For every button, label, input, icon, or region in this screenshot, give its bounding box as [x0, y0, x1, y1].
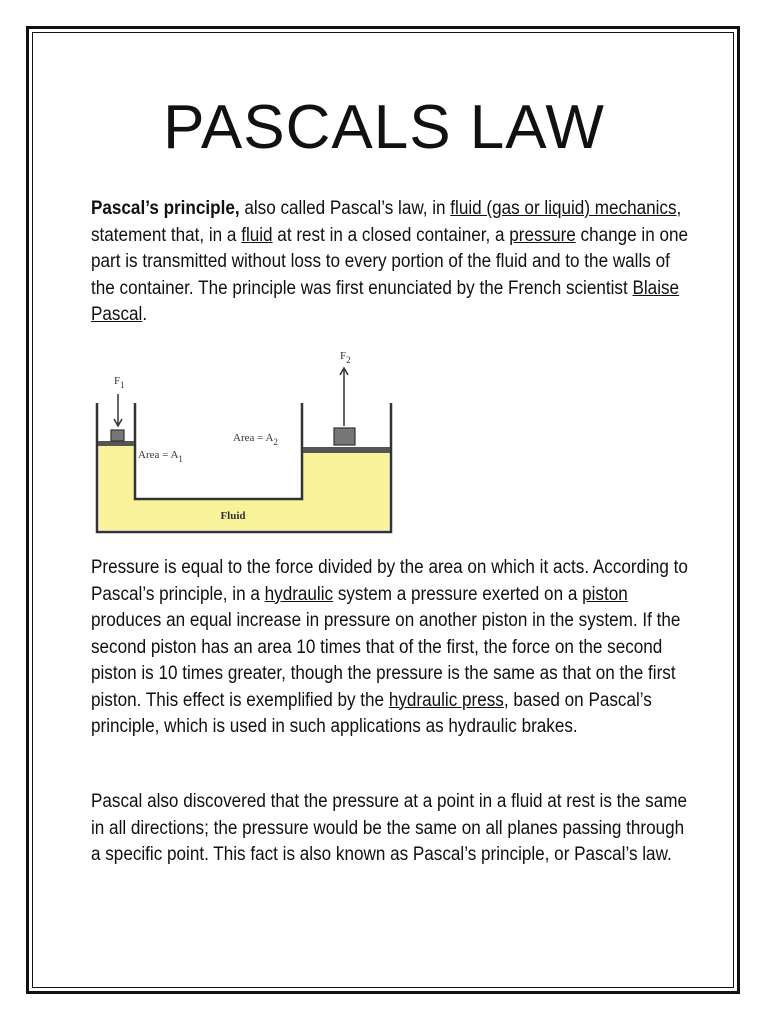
- bold-term: Pascal’s principle,: [91, 198, 240, 219]
- link-hydraulic-press[interactable]: hydraulic press: [388, 689, 504, 711]
- link-blaise-pascal[interactable]: Blaise Pascal: [91, 277, 680, 325]
- text-segment: at rest in a closed container, a: [272, 224, 510, 246]
- link-fluid[interactable]: fluid: [241, 224, 273, 246]
- label-f2: $F_2$: [340, 350, 351, 365]
- text-segment: also called Pascal’s law, in: [239, 198, 451, 219]
- text-segment: system a pressure exerted on a: [333, 583, 583, 605]
- text-segment: produces an equal increase in pressure on another piston in the system. If the second piston has an area 10 times that of the first, the force on the second piston is 10 times greater, though the pressure is the same as that on the first piston. This effect is exemplified by the: [91, 610, 681, 711]
- link-pressure[interactable]: pressure: [509, 224, 576, 246]
- small-weight: [111, 430, 124, 441]
- link-hydraulic[interactable]: hydraulic: [264, 583, 334, 605]
- text-segment: change in one part is transmitted without loss to every portion of the fluid and to the walls of the container. The principle was first enunciated by the French scientist: [91, 224, 688, 299]
- small-piston-plate: [98, 441, 134, 446]
- large-weight: [334, 428, 355, 445]
- text-segment: .: [142, 304, 148, 325]
- label-f1: $F_1$: [114, 375, 125, 390]
- page-title: PASCALS LAW: [163, 93, 605, 162]
- label-area-a2: Area = $A_2$: [233, 432, 278, 447]
- paragraph-definition: [91, 196, 690, 329]
- large-piston-plate: [303, 447, 390, 453]
- text-segment: , based on Pascal’s principle, which is used in such applications as hydraulic brakes.: [91, 689, 652, 737]
- paragraph-hydraulic: [91, 555, 690, 741]
- hydraulic-diagram: [88, 342, 398, 538]
- label-area-a1: Area = $A_1$: [138, 449, 183, 464]
- text-segment: Pressure is equal to the force divided by the area on which it acts. According to Pascal’s principle, in a: [91, 557, 688, 605]
- link-piston[interactable]: piston: [582, 583, 628, 605]
- link-fluid-mechanics[interactable]: fluid (gas or liquid) mechanics: [450, 198, 677, 219]
- label-fluid: Fluid: [220, 510, 246, 522]
- paragraph-directions: Pascal also discovered that the pressure at a point in a fluid at rest is the same in all directions; the pressure would be the same on all planes passing through a specific point. This fact is also known as Pascal’s principle, or Pascal’s law.: [91, 791, 687, 865]
- text-segment: , statement that, in a: [91, 198, 682, 246]
